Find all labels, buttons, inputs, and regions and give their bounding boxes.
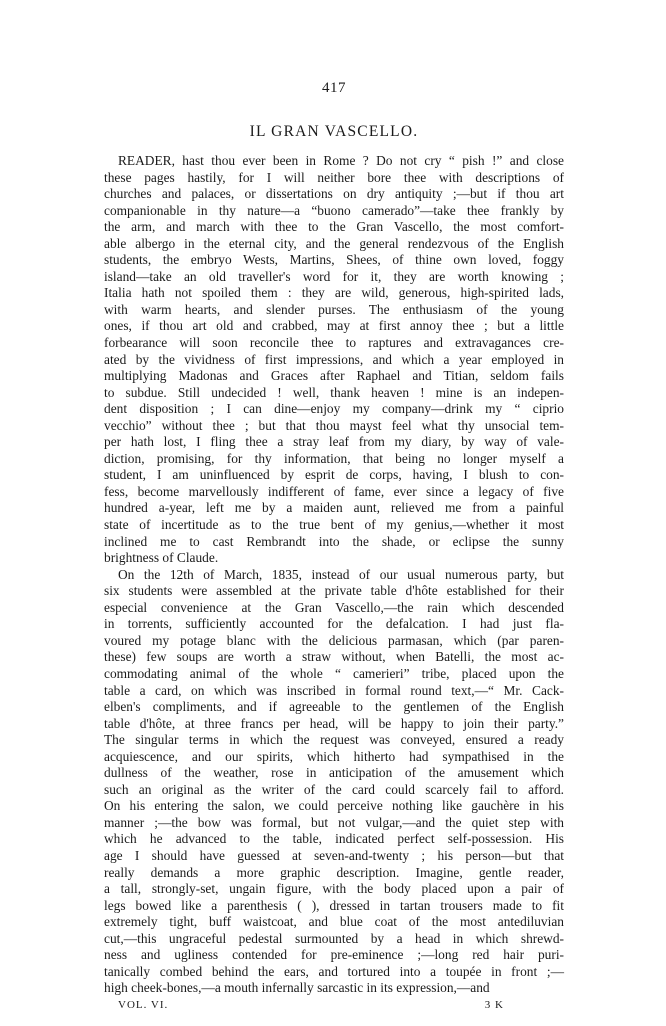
text-line: with warm hearts, and slender purses. The enthusiasm of the young	[104, 301, 564, 317]
text-line: able albergo in the eternal city, and the general rendezvous of the English	[104, 235, 564, 251]
text-line: inclined me to cast Rembrandt into the shade, or eclipse the sunny	[104, 533, 564, 549]
article-title: IL GRAN VASCELLO.	[249, 123, 419, 140]
text-line: island—take an old traveller's word for it, they are worth knowing ;	[104, 268, 564, 284]
text-line: companionable in thy nature—a “buono camerado”—take thee frankly by	[104, 202, 564, 218]
text-line: hundred a-year, left me by a maiden aunt, relieved me from a painful	[104, 500, 564, 516]
paragraph-1	[104, 153, 564, 567]
text-line: forbearance will soon reconcile thee to raptures and extravagances cre-	[104, 335, 564, 351]
paragraph-2	[104, 567, 564, 997]
text-line: a tall, strongly-set, ungain figure, with the body placed upon a pair of	[104, 881, 564, 897]
text-line: tanically combed behind the ears, and tortured into a toupée in front ;—	[104, 963, 564, 979]
text-line: multiplying Madonas and Graces after Raphael and Titian, seldom fails	[104, 368, 564, 384]
text-line: students, the embryo Wests, Martins, Shees, of thine own loved, foggy	[104, 252, 564, 268]
text-line: really demands a more graphic description. Imagine, gentle reader,	[104, 864, 564, 880]
text-line: ness and ugliness contended for pre-eminence ;—long red hair puri-	[104, 947, 564, 963]
text-line: churches and palaces, or dissertations on dry antiquity ;—but if thou art	[104, 186, 564, 202]
signature-mark: 3 K	[484, 998, 504, 1011]
text-line: ated by the vividness of first impressions, and which a year employed in	[104, 351, 564, 367]
text-line: commodating animal of the whole “ camerieri” tribe, placed upon the	[104, 665, 564, 681]
text-line: vecchio” without thee ; but that thou mayst feel what thy unsocial tem-	[104, 417, 564, 433]
text-line: per hath lost, I fling thee a stray leaf from my diary, by way of vale-	[104, 434, 564, 450]
volume-label: VOL. VI.	[118, 998, 169, 1011]
text-line: age I should have guessed at seven-and-twenty ; his person—but that	[104, 847, 564, 863]
text-line: in torrents, sufficiently accounted for the defalcation. I had just fla-	[104, 616, 564, 632]
text-line: high cheek-bones,—a mouth infernally sarcastic in its expression,—and	[104, 980, 490, 996]
text-line: student, I am uninfluenced by esprit de corps, having, I blush to con-	[104, 467, 564, 483]
text-line: fess, become marvellously indifferent of fame, ever since a legacy of five	[104, 483, 564, 499]
text-line: On his entering the salon, we could perceive nothing like gauchère in his	[104, 798, 564, 814]
text-line: especial convenience at the Gran Vascello,—the rain which descended	[104, 599, 564, 615]
text-line: legs bowed like a parenthesis ( ), dressed in tartan trousers made to fit	[104, 897, 564, 913]
text-line: dent disposition ; I can dine—enjoy my company—drink my “ ciprio	[104, 401, 564, 417]
text-line: cut,—this ungraceful pedestal surmounted by a head in which shrewd-	[104, 930, 564, 946]
text-line: diction, promising, for thy information, that being no longer myself a	[104, 450, 564, 466]
text-line: ones, if thou art old and crabbed, may at first annoy thee ; but a little	[104, 318, 564, 334]
text-line: to subdue. Still undecided ! well, thank heaven ! mine is an indepen-	[104, 384, 564, 400]
text-line: these) few soups are worth a straw without, when Batelli, the most ac-	[104, 649, 564, 665]
text-line: six students were assembled at the private table d'hôte established for their	[104, 583, 564, 599]
text-line: voured my potage blanc with the delicious parmasan, which (par paren-	[104, 632, 564, 648]
text-line: such an original as the writer of the card could scarcely fail to afford.	[104, 781, 564, 797]
text-line: these pages hastily, for I will neither bore thee with descriptions of	[104, 169, 564, 185]
page-number: 417	[322, 80, 346, 96]
text-line: the arm, and march with thee to the Gran Vascello, the most comfort-	[104, 219, 564, 235]
text-line: elben's compliments, and if agreeable to the gentlemen of the English	[104, 699, 564, 715]
text-line: manner ;—the bow was formal, but not vulgar,—and the quiet step with	[104, 814, 564, 830]
text-line: The singular terms in which the request was conveyed, ensured a ready	[104, 732, 564, 748]
text-line: acquiescence, and our spirits, which hitherto had sympathised in the	[104, 748, 564, 764]
text-line: On the 12th of March, 1835, instead of our usual numerous party, but	[118, 566, 564, 582]
text-line: Italia hath not spoiled them : they are wild, generous, high-spirited lads,	[104, 285, 564, 301]
text-line: brightness of Claude.	[104, 550, 219, 566]
text-line: dullness of the weather, rose in anticipation of the amusement which	[104, 765, 564, 781]
text-line: READER, hast thou ever been in Rome ? Do not cry “ pish !” and close	[118, 153, 564, 168]
text-line: state of incertitude as to the true bent of my genius,—whether it most	[104, 517, 564, 533]
text-line: which he advanced to the table, indicated perfect self-possession. His	[104, 831, 564, 847]
text-line: table d'hôte, at three francs per head, will be happy to join their party.”	[104, 715, 564, 731]
text-line: table a card, on which was inscribed in formal round text,—“ Mr. Cack-	[104, 682, 564, 698]
text-line: extremely tight, buff waistcoat, and blue coat of the most antediluvian	[104, 914, 564, 930]
document-page	[104, 80, 564, 1011]
page-footer	[104, 999, 564, 1011]
